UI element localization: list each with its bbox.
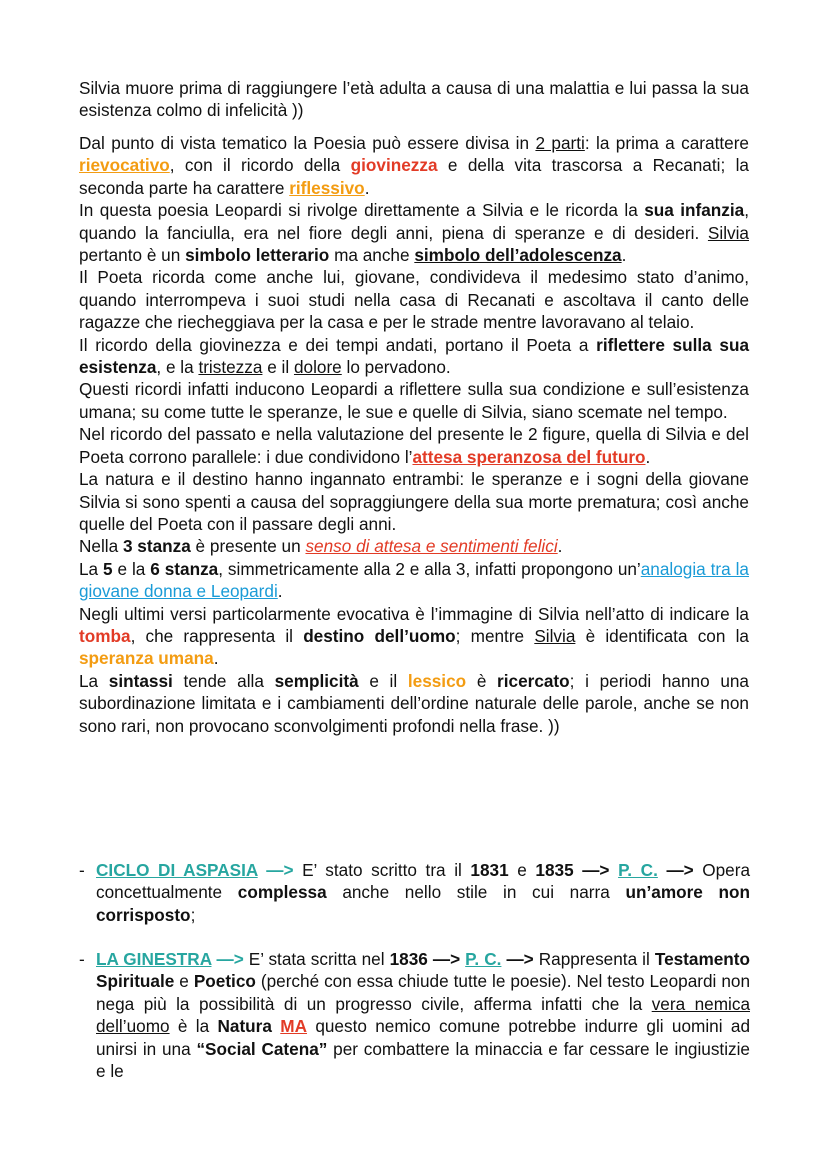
bullet-title: LA GINESTRA [96,949,212,969]
text-run: La natura e il destino hanno ingannato entrambi: le speranze e i sogni della giovane Silvia si sono spenti a causa del sopraggiungere della sua morte prematura; così anche quelle del Poeta con il passare degli anni. [79,469,749,534]
text-run: , simmetricamente alla 2 e alla 3, infatti propongono un’ [218,558,641,579]
bold-text: complessa [237,882,327,903]
text-run: è identificata con la [575,625,749,646]
text-run: questo nemico comune potrebbe indurre gli uomini ad unirsi in una [96,1016,751,1059]
text-run: Questi ricordi infatti inducono Leopardi a riflettere sulla sua condizione e sull’esistenza umana; su come tutte le speranze, le sue e quelle di Silvia, siano scemate nel tempo. [79,379,749,422]
underlined-text: vera nemica dell’uomo [96,993,750,1037]
text-run: E’ stato scritto tra il [293,860,471,880]
text-run: per combattere la minaccia e far cessare le ingiustizie e le [96,1038,750,1082]
text-run: è presente un [190,536,306,557]
text-run: (perché con essa chiude tutte le poesie). Nel testo Leopardi non nega più la possibilità di un progresso civile, afferma infatti che la [96,971,750,1014]
text-run: . [621,245,627,266]
bold-text: sintassi [108,670,173,691]
underlined-text: Silvia [707,222,749,243]
bullet-dash: - [79,860,85,880]
underlined-text: 2 parti [535,133,585,153]
text-run: Opera concettualmente [96,860,751,903]
bold-text: simbolo letterario [185,245,330,266]
text-run: è [466,670,498,691]
text-run: pertanto è un [79,245,186,266]
highlight-rievocativo: rievocativo [79,155,170,176]
bold-text: destino dell’uomo [303,625,456,646]
paragraph-analysis [79,132,749,737]
text-run: ; i periodi hanno una subordinazione limitata e i cambiamenti dell’ordine naturale delle parole, anche se non sono rari, non provocano sconvolgimenti profondi nella frase. )) [79,670,749,736]
highlight-riflessivo: riflessivo [289,177,365,198]
underlined-text: Silvia [534,625,576,646]
arrow-icon: —> [257,860,294,880]
year-start: 1831 [470,860,509,880]
highlight-lessico: lessico [407,670,467,691]
bold-text: riflettere sulla sua esistenza [79,334,750,378]
pc-label: P. C. [465,949,502,969]
text-run: . [557,536,563,557]
bold-text: ricercato [497,670,570,691]
bold-text: Natura [217,1016,272,1037]
bold-text: 5 [103,558,113,579]
text-run: La [79,670,109,691]
intro-text: Silvia muore prima di raggiungere l’età adulta a causa di una malattia e lui passa la sua esistenza colmo di infelicità )) [79,78,749,121]
text-run: : la prima a carattere [584,133,749,153]
highlight-ma: MA [280,1016,307,1037]
text-run: Nella [79,536,123,557]
bullet-ciclo-aspasia [79,859,759,926]
text-run: . [364,177,370,198]
highlight-giovinezza: giovinezza [350,155,438,176]
bullet-la-ginestra [79,948,759,1082]
bullet-dash: - [79,949,85,969]
year: 1836 [389,949,428,969]
arrow-icon: —> [657,860,694,880]
text-run: E’ stata scritta nel [243,949,390,969]
text-run: . [213,648,219,669]
text-run: , che rappresenta il [130,625,304,646]
text-run: anche nello stile in cui narra [326,882,626,903]
text-run: Il ricordo della giovinezza e dei tempi andati, portano il Poeta a [79,334,597,355]
text-run: e il [358,670,408,691]
text-run: , e la [156,357,199,378]
bold-underlined-text: simbolo dell’adolescenza [414,245,622,266]
highlight-senso-attesa: senso di attesa e sentimenti felici [305,536,558,557]
underlined-text: dolore [293,357,342,378]
bold-text: 3 stanza [122,536,191,557]
highlight-analogia: analogia tra la giovane donna e Leopardi [79,558,749,602]
text-run: e il [262,357,294,378]
text-run: ma anche [329,245,415,266]
highlight-tomba: tomba [79,625,131,646]
text-run: , quando la fanciulla, era nel fiore degli anni, piena di speranze e di desideri. [79,200,750,243]
text-run: ; mentre [455,625,535,646]
text-run: lo pervadono. [341,357,451,378]
bold-text: “Social Catena” [196,1038,328,1059]
text-run: La [79,558,104,579]
bullet-text [96,859,750,926]
space [609,860,618,880]
text-run: Nel ricordo del passato e nella valutazione del presente le 2 figure, quella di Silvia e del Poeta corrono parallele: i due condividono l’ [79,424,749,467]
text-run: , con il ricordo della [169,155,351,176]
bold-text: 6 stanza [150,558,219,579]
text-run: Negli ultimi versi particolarmente evocativa è l’immagine di Silvia nell’atto di indicare la [79,603,749,624]
year-end: 1835 [535,860,574,880]
arrow-icon: —> [211,949,244,969]
arrow-icon: —> [501,949,534,969]
text-run: Rappresenta il [533,949,655,969]
highlight-attesa: attesa speranzosa del futuro [412,446,646,467]
text-run: Dal punto di vista tematico la Poesia può essere divisa in [79,133,536,153]
bold-text: semplicità [274,670,359,691]
text-run: e della vita trascorsa a Recanati; la seconda parte ha carattere [79,155,749,198]
bullet-text [96,948,750,1082]
underlined-text: tristezza [198,357,263,378]
text-run: tende alla [172,670,275,691]
text-run: . [277,581,283,602]
highlight-speranza: speranza umana [79,648,214,669]
bold-text: Testamento Spirituale [96,949,751,992]
arrow-icon: —> [427,949,461,969]
text-run: ; [190,904,196,925]
bold-text: Poetico [193,971,256,992]
paragraph-intro [79,77,749,122]
text-run: . [645,446,651,467]
text-run: e [174,971,194,992]
bold-text: un’amore non corrisposto [96,882,751,925]
pc-label: P. C. [618,860,658,880]
arrow-icon: —> [573,860,610,880]
text-run: e la [112,558,151,579]
bullet-title: CICLO DI ASPASIA [96,860,258,880]
text-run: è la [169,1016,218,1037]
text-run: e [508,860,536,880]
text-run: In questa poesia Leopardi si rivolge direttamente a Silvia e le ricorda la [79,200,645,221]
text-run: Il Poeta ricorda come anche lui, giovane, condivideva il medesimo stato d’animo, quando interrompeva i suoi studi nella casa di Recanati e ascoltava il canto delle ragazze che riecheggiava per la casa e per le strade mentre lavoravano al telaio. [79,267,749,333]
bold-text: sua infanzia [644,200,745,221]
